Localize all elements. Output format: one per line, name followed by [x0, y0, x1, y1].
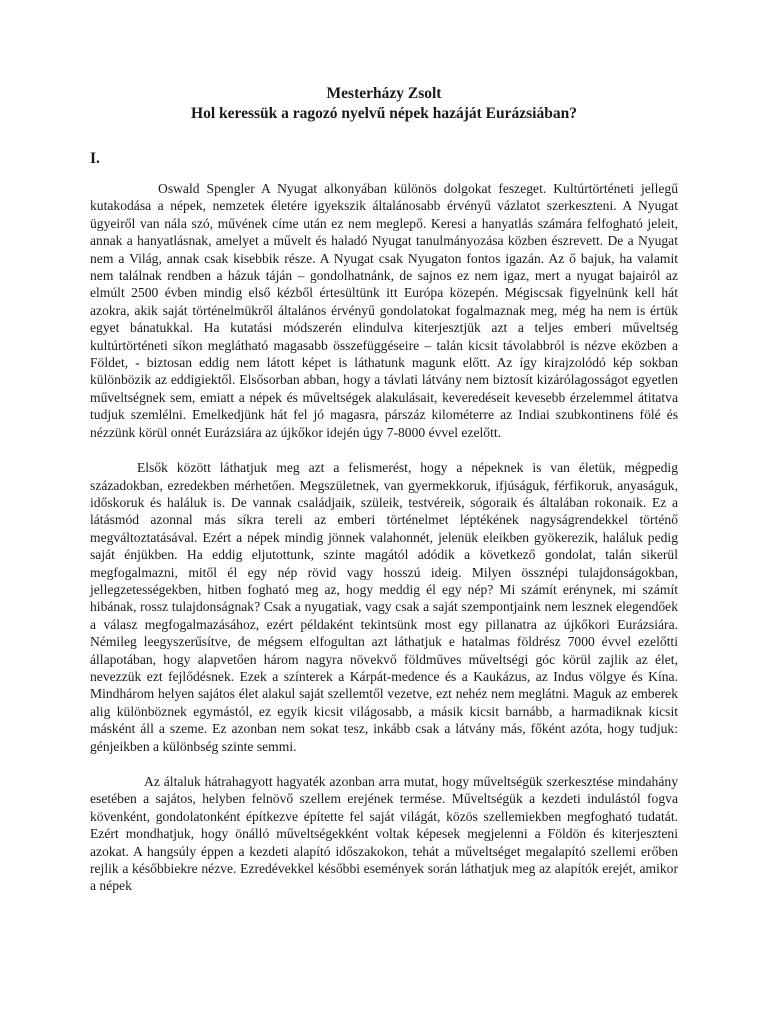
- document-page: [90, 84, 678, 895]
- section-number: I.: [90, 150, 100, 167]
- author-name: Mesterházy Zsolt: [326, 85, 442, 102]
- document-title: Hol keressük a ragozó nyelvű népek hazáját Eurázsiában?: [191, 105, 577, 122]
- title-block: [90, 84, 678, 124]
- paragraph-3: Az általuk hátrahagyott hagyaték azonban arra mutat, hogy műveltségük szerkesztése mindahány esetében a sajátos, helyben felnövő szellem erejének termése. Műveltségük a kezdeti indulástól fogva kövenként, gondolatonként építkezve építette fel saját világát, közös szellemiekben megfogható tudatát. Ezért mondhatjuk, hogy önálló műveltségekként voltak képesek megjelenni a Földön és kiterjeszteni azokat. A hangsúly éppen a kezdeti alapító időszakokon, tehát a műveltséget megalapító szellemi erőben rejlik a későbbiekre nézve. Ezredévekkel későbbi események során láthatjuk meg az alapítók erejét, amikor a népek: [90, 774, 678, 894]
- paragraph-1: Oswald Spengler A Nyugat alkonyában különös dolgokat feszeget. Kultúrtörténeti jellegű kutakodása a népek, nemzetek életére igyekszik általánosabb érvényű vázlatot szerkeszteni. A Nyugat ügyeiről van nála szó, művének címe után ez nem meglepő. Keresi a hanyatlás számára felfogható jeleit, annak a hanyatlásnak, amelyet a művelt és haladó Nyugat tanulmányozása közben észrevett. De a Nyugat nem a Világ, annak csak kisebbik része. A Nyugat csak Nyugaton fontos igazán. Az ő bajuk, ha valamit nem találnak rendben a házuk táján – gondolhatnánk, de sajnos ez nem igaz, mert a nyugat bajairól az elmúlt 2500 évben mindig első kézből értesültünk itt Európa közepén. Mégiscsak figyelnünk kell hát azokra, akik saját történelmükről általános érvényű gondolatokat fogalmaznak meg, még ha nem is értük egyet bánatukkal. Ha kutatási módszerén elindulva kiterjesztjük azt a teljes emberi műveltség kultúrtörténeti síkon meglátható magasabb összefüggéseire – talán kicsit távolabbról is nézve eközben a Földet, - biztosan eddig nem látott képet is láthatunk magunk előtt. Az így kirajzolódó kép sokban különbözik az eddigiektől. Elsősorban abban, hogy a távlati látvány nem biztosít kizárólagosságot egyetlen műveltségnek sem, emiatt a népek és műveltségek alakulásait, keveredéseit kevesebb érzelemmel átitatva tudjuk szemlélni. Emelkedjünk hát fel jó magasra, párszáz kilométerre az Indiai szubkontinens fölé és nézzünk körül onnét Eurázsiára az újkőkor idején úgy 7-8000 évvel ezelőtt.: [90, 181, 678, 440]
- paragraph-2: Elsők között láthatjuk meg azt a felismerést, hogy a népeknek is van életük, mégpedig századokban, ezredekben mérhetően. Megszületnek, van gyermekkoruk, ifjúságuk, férfikoruk, anyaságuk, időskoruk és haláluk is. De vannak családjaik, szüleik, testvéreik, sógoraik és általában rokonaik. Ez a látásmód azonnal más síkra tereli az emberi történelmet léptékének nagyságrendekkel történő megváltoztatásával. Ezért a népek mindig jönnek valahonnét, jelenük eleikben gyökerezik, haláluk pedig saját énjükben. Ha eddig eljutottunk, szinte magától adódik a következő gondolat, talán sikerül megfogalmazni, mitől él egy nép rövid vagy hosszú ideig. Milyen össznépi tulajdonságokban, jellegzetességekben, hitben fogható meg az, hogy meddig él egy nép? Mi számít erénynek, mi számít hibának, rossz tulajdonságnak? Csak a nyugatiak, vagy csak a saját szempontjaink nem lesznek elegendőek a válasz megfogalmazásához, ezért példaként tekintsünk most egy pillanatra az újkőkori Eurázsiára. Némileg leegyszerűsítve, de mégsem elfogultan azt láthatjuk e hatalmas földrész 7000 évvel ezelőtti állapotában, hogy alapvetően három nagyra növekvő földműves műveltségi góc körül zajlik az élet, nevezzük ezt fejlődésnek. Ezek a színterek a Kárpát-medence és a Kaukázus, az Indus völgye és Kína. Mindhárom helyen sajátos élet alakul saját szellemtől vezetve, ezt nehéz nem meglátni. Maguk az emberek alig különböznek egymástól, ez egyik kicsit világosabb, a másik kicsit barnább, a harmadiknak kicsit másként áll a szeme. Ez azonban nem sokat tesz, inkább csak a látvány más, főként azóta, hogy tudjuk: génjeikben a különbség szinte semmi.: [90, 460, 678, 754]
